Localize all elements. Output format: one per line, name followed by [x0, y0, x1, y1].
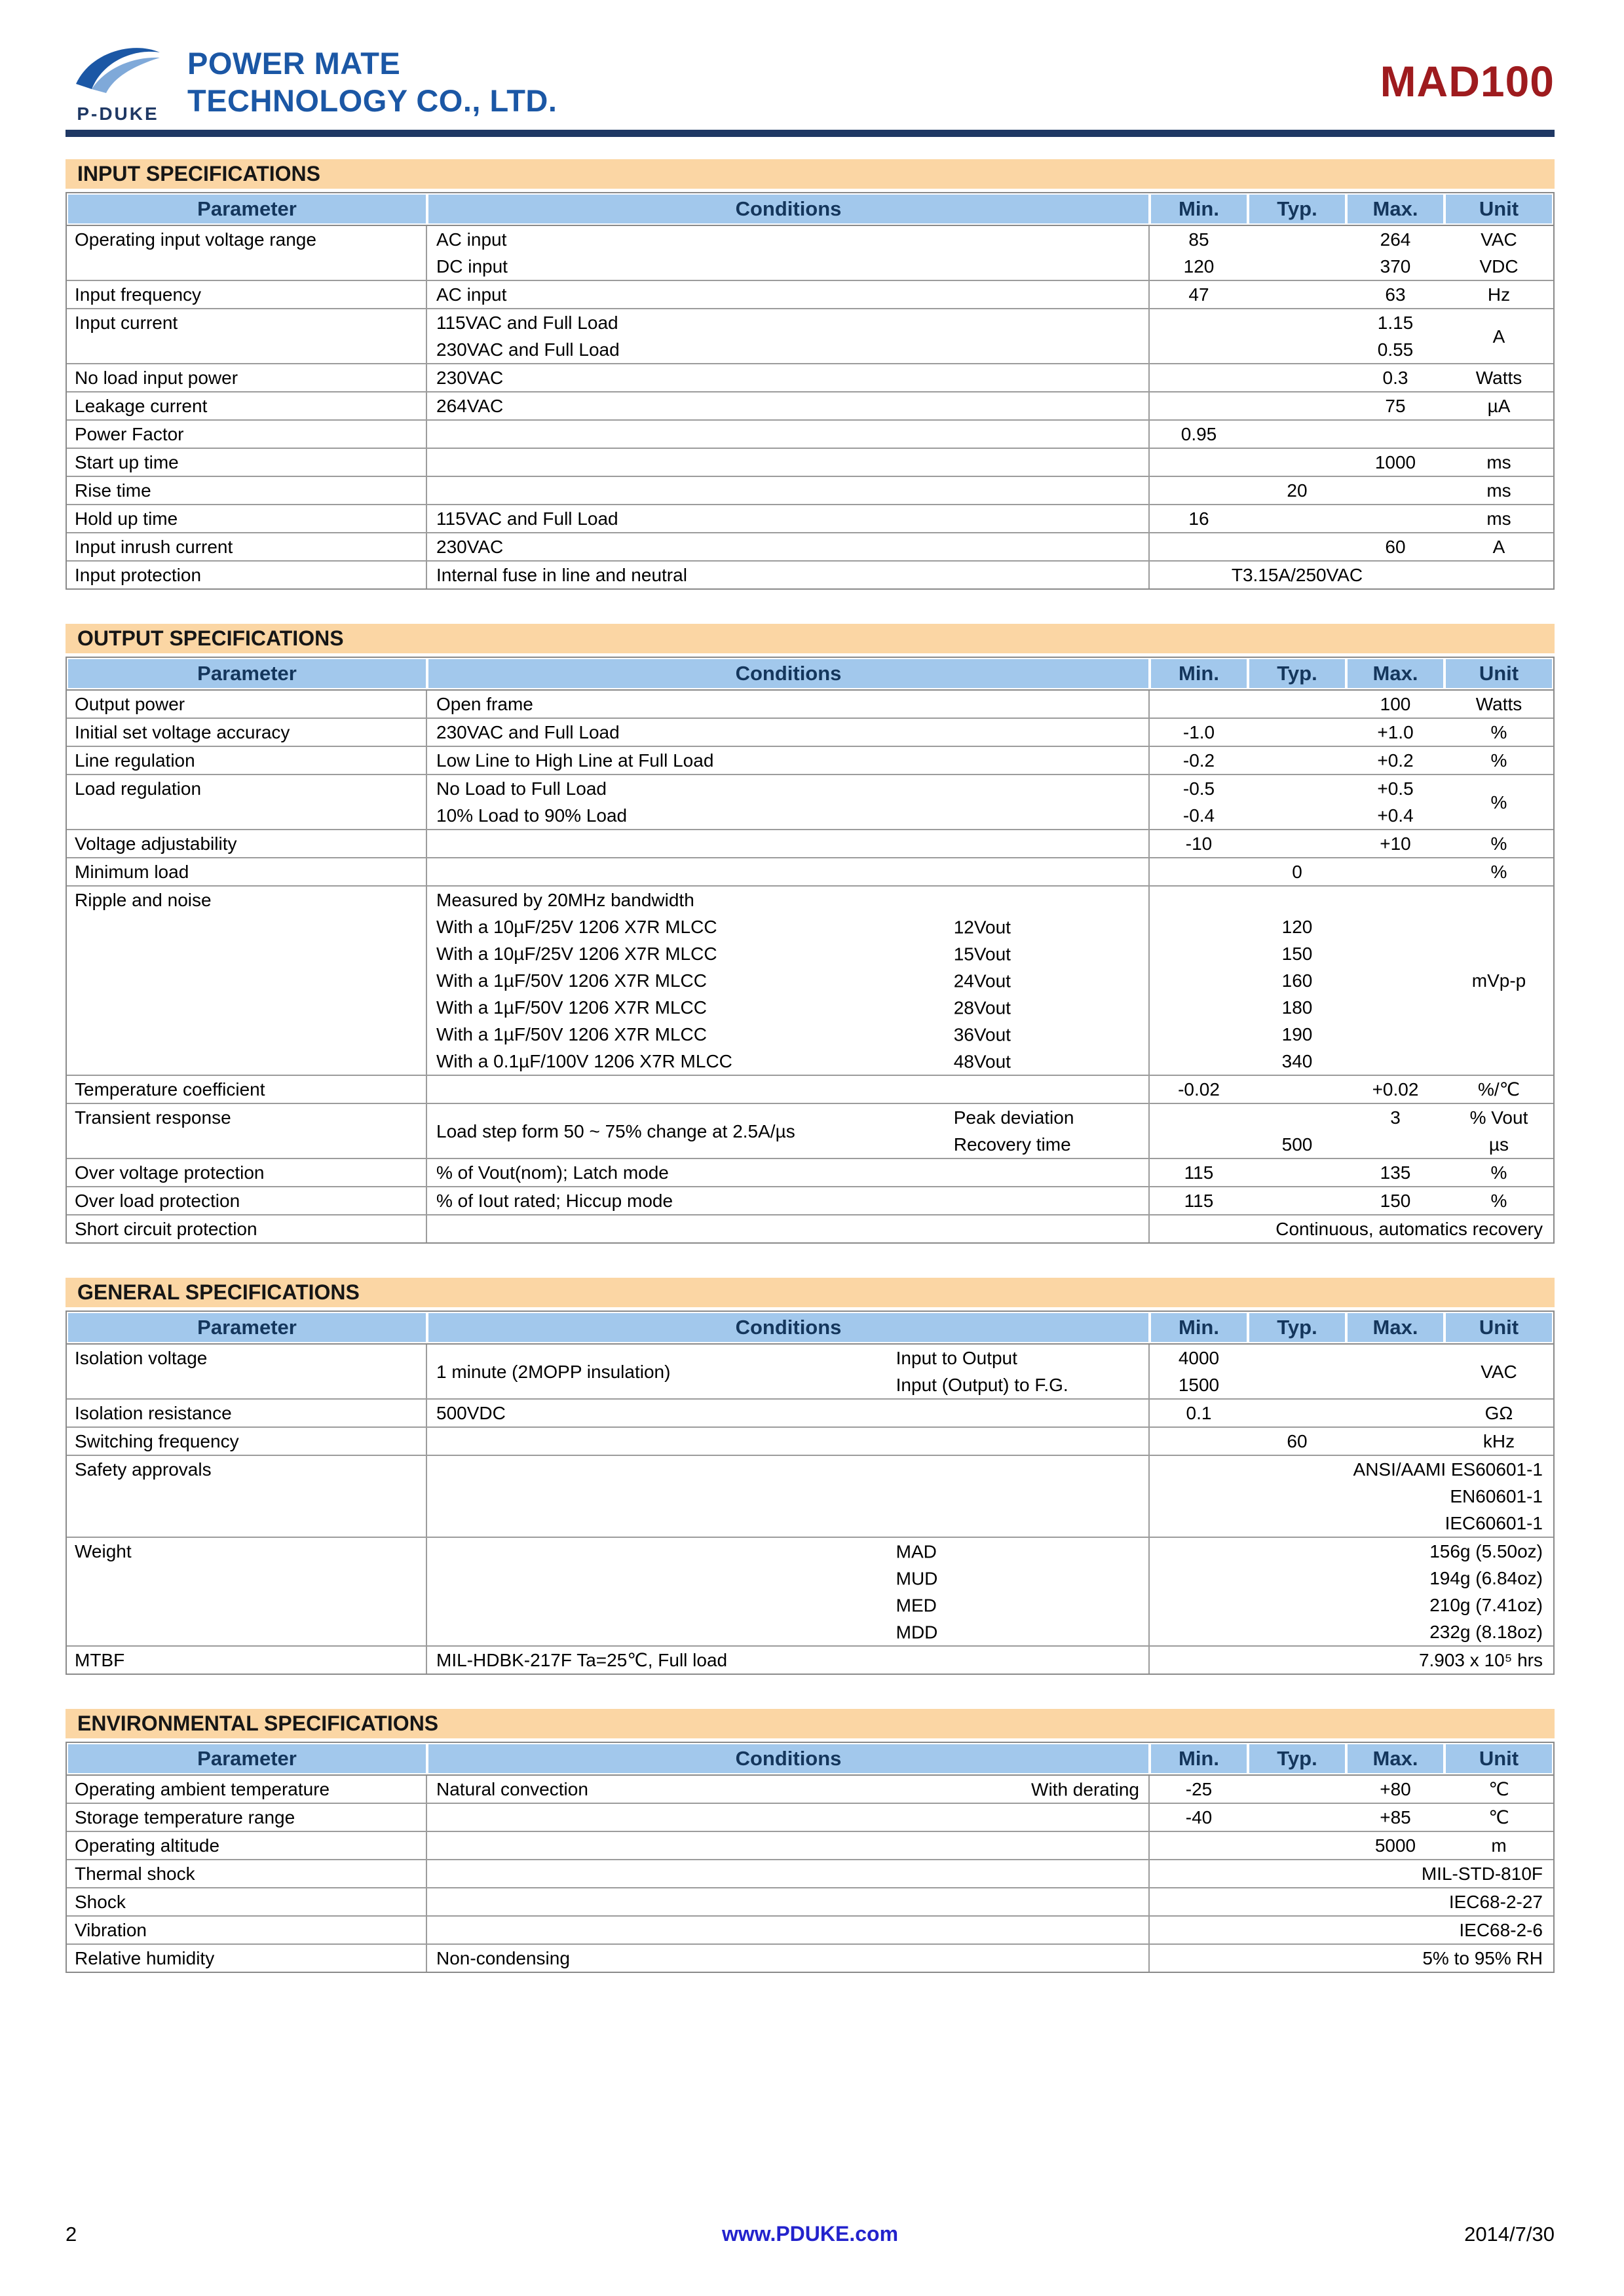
- column-header-min: Min.: [1151, 1313, 1247, 1342]
- max-value-cell: +0.2: [1377, 750, 1414, 771]
- min-value-cell: -40: [1185, 1807, 1213, 1827]
- conditions-cell: DC input: [427, 253, 1150, 280]
- logo-art: [66, 38, 170, 124]
- column-header-min: Min.: [1151, 659, 1247, 688]
- span-value-cell: EN60601-1: [1450, 1486, 1543, 1506]
- max-value-cell: 370: [1380, 256, 1411, 277]
- sub-condition: MDD: [896, 1622, 938, 1642]
- general-specifications-table: [66, 1311, 1555, 1675]
- conditions-cell: % of Vout(nom); Latch mode: [427, 1159, 1150, 1186]
- min-value-cell: -10: [1185, 833, 1213, 854]
- parameter-cell: Transient response: [67, 1104, 427, 1158]
- parameter-cell: Operating input voltage range: [67, 226, 427, 280]
- table-row: [67, 719, 1553, 747]
- condition-text: 1 minute (2MOPP insulation): [436, 1361, 671, 1382]
- table-row: [67, 1104, 1553, 1159]
- table-header-row: [67, 1312, 1553, 1345]
- column-header-conditions: Conditions: [428, 1313, 1148, 1342]
- conditions-cell: [427, 1888, 1150, 1915]
- conditions-cell: With a 1µF/50V 1206 X7R MLCC 24Vout: [427, 967, 1150, 994]
- column-header-typ: Typ.: [1249, 1744, 1345, 1773]
- column-header-typ: Typ.: [1249, 659, 1345, 688]
- table-row: [67, 1345, 1553, 1400]
- column-header-typ: Typ.: [1249, 1313, 1345, 1342]
- parameter-cell: Operating ambient temperature: [67, 1776, 427, 1803]
- column-header-conditions: Conditions: [428, 659, 1148, 688]
- conditions-cell: Natural convection With derating: [427, 1776, 1150, 1803]
- conditions-cell: 230VAC: [427, 533, 1150, 560]
- max-value-cell: +80: [1380, 1779, 1411, 1799]
- table-row: [67, 1804, 1553, 1832]
- conditions-cell: [427, 1804, 1150, 1831]
- unit-cell: % Vout: [1469, 1107, 1528, 1128]
- column-header-parameter: Parameter: [68, 1744, 426, 1773]
- table-header-row: [67, 658, 1553, 691]
- parameter-cell: Voltage adjustability: [67, 830, 427, 857]
- table-row: [67, 1456, 1553, 1538]
- sub-condition: With derating: [1031, 1779, 1139, 1799]
- unit-cell: %: [1490, 1162, 1507, 1183]
- max-value-cell: 150: [1380, 1191, 1411, 1211]
- conditions-cell: With a 1µF/50V 1206 X7R MLCC 28Vout: [427, 994, 1150, 1021]
- table-row: [67, 281, 1553, 309]
- sub-conditions: [954, 1104, 1148, 1158]
- table-row: [67, 226, 1553, 281]
- typ-value-cell: 120: [1281, 917, 1313, 937]
- section-title-input: INPUT SPECIFICATIONS: [66, 159, 1555, 189]
- column-header-max: Max.: [1348, 659, 1443, 688]
- parameter-cell: Load regulation: [67, 775, 427, 829]
- table-row: [67, 747, 1553, 775]
- company-name-line2: TECHNOLOGY CO., LTD.: [187, 83, 557, 118]
- typ-value-cell: 180: [1281, 997, 1313, 1018]
- conditions-cell: AC input: [427, 226, 1150, 253]
- sub-condition: 24Vout: [953, 970, 1011, 991]
- section-general-specifications: [66, 1278, 1555, 1675]
- parameter-cell: Input current: [67, 309, 427, 363]
- conditions-cell: [427, 1860, 1150, 1887]
- span-value-cell: 7.903 x 10⁵ hrs: [1418, 1650, 1543, 1670]
- min-value-cell: 115: [1184, 1191, 1214, 1211]
- section-output-specifications: [66, 624, 1555, 1244]
- column-header-unit: Unit: [1446, 195, 1552, 223]
- parameter-cell: Relative humidity: [67, 1945, 427, 1972]
- parameter-cell: Storage temperature range: [67, 1804, 427, 1831]
- conditions-cell: Non-condensing: [427, 1945, 1150, 1972]
- max-value-cell: 1000: [1374, 452, 1416, 472]
- unit-cell: A: [1492, 326, 1505, 347]
- unit-cell: VDC: [1479, 256, 1519, 277]
- span-value-cell: 232g (8.18oz): [1429, 1622, 1543, 1642]
- unit-cell: GΩ: [1484, 1403, 1513, 1423]
- output-specifications-table: [66, 657, 1555, 1244]
- max-value-cell: 135: [1380, 1162, 1411, 1183]
- table-row: [67, 887, 1553, 1076]
- max-value-cell: 0.3: [1382, 368, 1408, 388]
- sub-condition: 36Vout: [953, 1024, 1011, 1044]
- unit-cell: Watts: [1475, 368, 1522, 388]
- max-value-cell: 60: [1385, 537, 1406, 557]
- max-value-cell: 5000: [1374, 1835, 1416, 1856]
- column-header-min: Min.: [1151, 195, 1247, 223]
- max-value-cell: 264: [1380, 229, 1411, 250]
- conditions-cell: With a 1µF/50V 1206 X7R MLCC 36Vout: [427, 1021, 1150, 1048]
- sub-condition: 15Vout: [953, 944, 1011, 964]
- table-row: [67, 477, 1553, 505]
- conditions-cell: [427, 1104, 1150, 1158]
- parameter-cell: Thermal shock: [67, 1860, 427, 1887]
- span-value-cell: IEC60601-1: [1445, 1513, 1543, 1533]
- conditions-cell: [427, 858, 1150, 885]
- unit-cell: m: [1491, 1835, 1507, 1856]
- column-header-max: Max.: [1348, 1313, 1443, 1342]
- model-number: MAD100: [1380, 57, 1555, 105]
- section-input-specifications: [66, 159, 1555, 590]
- table-row: [67, 1538, 1553, 1647]
- span-value-cell: T3.15A/250VAC: [1231, 565, 1363, 585]
- parameter-cell: Hold up time: [67, 505, 427, 532]
- parameter-cell: Short circuit protection: [67, 1215, 427, 1242]
- parameter-cell: Rise time: [67, 477, 427, 504]
- unit-cell: Watts: [1475, 694, 1522, 714]
- parameter-cell: Input inrush current: [67, 533, 427, 560]
- table-row: [67, 1076, 1553, 1104]
- table-row: [67, 392, 1553, 421]
- page-number: 2: [66, 2223, 77, 2246]
- table-row: [67, 1187, 1553, 1215]
- column-header-max: Max.: [1348, 1744, 1443, 1773]
- table-body: [67, 1345, 1553, 1674]
- max-value-cell: 0.55: [1377, 339, 1414, 360]
- parameter-cell: Safety approvals: [67, 1456, 427, 1537]
- unit-cell: Hz: [1487, 284, 1511, 305]
- typ-value-cell: 150: [1281, 944, 1313, 964]
- max-value-cell: +85: [1380, 1807, 1411, 1827]
- company-name-line1: POWER MATE: [187, 46, 401, 81]
- environmental-specifications-table: [66, 1742, 1555, 1973]
- sub-condition: Recovery time: [953, 1134, 1071, 1155]
- sub-condition: MAD: [896, 1541, 937, 1561]
- conditions-cell: With a 10µF/25V 1206 X7R MLCC 12Vout: [427, 913, 1150, 940]
- table-body: [67, 691, 1553, 1242]
- unit-cell: %: [1490, 792, 1507, 813]
- min-value-cell: 1500: [1178, 1375, 1220, 1395]
- table-header-row: [67, 1743, 1553, 1776]
- header-rule: [66, 130, 1555, 137]
- column-header-typ: Typ.: [1249, 195, 1345, 223]
- conditions-cell: [427, 1538, 1150, 1565]
- page-footer: [66, 2222, 1555, 2246]
- min-value-cell: -0.5: [1182, 778, 1215, 799]
- parameter-cell: Temperature coefficient: [67, 1076, 427, 1103]
- span-value-cell: Continuous, automatics recovery: [1275, 1219, 1543, 1239]
- max-value-cell: 75: [1385, 396, 1406, 416]
- span-value-cell: ANSI/AAMI ES60601-1: [1353, 1459, 1543, 1480]
- table-row: [67, 421, 1553, 449]
- min-value-cell: 47: [1188, 284, 1209, 305]
- unit-cell: ℃: [1488, 1807, 1509, 1827]
- conditions-cell: With a 0.1µF/100V 1206 X7R MLCC 48Vout: [427, 1048, 1150, 1075]
- min-value-cell: -0.4: [1182, 805, 1215, 826]
- parameter-cell: Minimum load: [67, 858, 427, 885]
- conditions-cell: [427, 1832, 1150, 1859]
- section-environmental-specifications: [66, 1709, 1555, 1973]
- sub-condition: 48Vout: [953, 1051, 1011, 1071]
- unit-cell: ℃: [1488, 1779, 1509, 1799]
- conditions-cell: [427, 1483, 1150, 1510]
- min-value-cell: 85: [1188, 229, 1209, 250]
- typ-value-cell: 340: [1281, 1051, 1313, 1071]
- date: 2014/7/30: [1464, 2223, 1555, 2246]
- span-value-cell: IEC68-2-6: [1459, 1920, 1543, 1940]
- column-header-conditions: Conditions: [428, 195, 1148, 223]
- max-value-cell: 63: [1385, 284, 1406, 305]
- table-row: [67, 1215, 1553, 1242]
- parameter-cell: No load input power: [67, 364, 427, 391]
- sub-condition: Input to Output: [896, 1348, 1017, 1368]
- section-title-output: OUTPUT SPECIFICATIONS: [66, 624, 1555, 653]
- conditions-cell: 10% Load to 90% Load: [427, 802, 1150, 829]
- table-row: [67, 1159, 1553, 1187]
- parameter-cell: Ripple and noise: [67, 887, 427, 1075]
- span-value-cell: 5% to 95% RH: [1422, 1948, 1543, 1968]
- parameter-cell: Over load protection: [67, 1187, 427, 1214]
- min-value-cell: -0.2: [1182, 750, 1215, 771]
- column-header-parameter: Parameter: [68, 1313, 426, 1342]
- conditions-cell: Internal fuse in line and neutral: [427, 562, 1150, 588]
- conditions-cell: 230VAC and Full Load: [427, 719, 1150, 746]
- table-row: [67, 562, 1553, 588]
- conditions-cell: % of Iout rated; Hiccup mode: [427, 1187, 1150, 1214]
- sub-condition: 28Vout: [953, 997, 1011, 1018]
- table-row: [67, 1776, 1553, 1804]
- conditions-cell: [427, 1428, 1150, 1455]
- parameter-cell: Over voltage protection: [67, 1159, 427, 1186]
- table-row: [67, 858, 1553, 887]
- pduke-logo-icon: [72, 38, 164, 104]
- unit-cell: mVp-p: [1471, 970, 1526, 991]
- conditions-cell: 500VDC: [427, 1400, 1150, 1426]
- parameter-cell: Input frequency: [67, 281, 427, 308]
- conditions-cell: [427, 449, 1150, 476]
- table-row: [67, 1832, 1553, 1860]
- table-row: [67, 533, 1553, 562]
- parameter-cell: Weight: [67, 1538, 427, 1645]
- min-value-cell: -0.02: [1178, 1079, 1220, 1100]
- input-specifications-table: [66, 192, 1555, 590]
- conditions-cell: [427, 477, 1150, 504]
- logo-text: P-DUKE: [77, 104, 159, 124]
- column-header-unit: Unit: [1446, 659, 1552, 688]
- section-title-environmental: ENVIRONMENTAL SPECIFICATIONS: [66, 1709, 1555, 1738]
- unit-cell: kHz: [1482, 1431, 1515, 1451]
- unit-cell: %/℃: [1477, 1079, 1520, 1100]
- conditions-cell: 230VAC and Full Load: [427, 336, 1150, 363]
- max-value-cell: 1.15: [1377, 313, 1414, 333]
- conditions-cell: 230VAC: [427, 364, 1150, 391]
- table-row: [67, 1400, 1553, 1428]
- min-value-cell: 120: [1183, 256, 1215, 277]
- table-row: [67, 309, 1553, 364]
- conditions-cell: No Load to Full Load: [427, 775, 1150, 802]
- unit-cell: A: [1492, 537, 1505, 557]
- unit-cell: ms: [1486, 452, 1511, 472]
- conditions-cell: MIL-HDBK-217F Ta=25℃, Full load: [427, 1647, 1150, 1674]
- unit-cell: %: [1490, 862, 1507, 882]
- column-header-unit: Unit: [1446, 1313, 1552, 1342]
- table-body: [67, 1776, 1553, 1972]
- min-value-cell: -25: [1185, 1779, 1213, 1799]
- table-body: [67, 226, 1553, 588]
- parameter-cell: Isolation voltage: [67, 1345, 427, 1398]
- min-value-cell: -1.0: [1182, 722, 1215, 742]
- parameter-cell: Switching frequency: [67, 1428, 427, 1455]
- parameter-cell: Start up time: [67, 449, 427, 476]
- parameter-cell: Leakage current: [67, 392, 427, 419]
- typ-value-cell: 20: [1287, 480, 1308, 501]
- unit-cell: %: [1490, 833, 1507, 854]
- max-value-cell: 100: [1380, 694, 1411, 714]
- content: [0, 137, 1624, 1973]
- table-row: [67, 1888, 1553, 1917]
- min-value-cell: 115: [1184, 1162, 1214, 1183]
- conditions-cell: With a 10µF/25V 1206 X7R MLCC 15Vout: [427, 940, 1150, 967]
- max-value-cell: +0.4: [1377, 805, 1414, 826]
- span-value-cell: 194g (6.84oz): [1429, 1568, 1543, 1588]
- parameter-cell: Isolation resistance: [67, 1400, 427, 1426]
- conditions-cell: [427, 1917, 1150, 1943]
- table-row: [67, 1945, 1553, 1972]
- conditions-cell: [427, 1076, 1150, 1103]
- parameter-cell: MTBF: [67, 1647, 427, 1674]
- conditions-cell: [427, 1618, 1150, 1645]
- parameter-cell: Line regulation: [67, 747, 427, 774]
- conditions-cell: AC input: [427, 281, 1150, 308]
- table-row: [67, 1860, 1553, 1888]
- parameter-cell: Operating altitude: [67, 1832, 427, 1859]
- sub-condition: Input (Output) to F.G.: [896, 1375, 1068, 1395]
- conditions-cell: [427, 1565, 1150, 1592]
- table-row: [67, 1917, 1553, 1945]
- condition-text: Load step form 50 ~ 75% change at 2.5A/µs: [436, 1120, 795, 1141]
- column-header-unit: Unit: [1446, 1744, 1552, 1773]
- conditions-cell: [427, 830, 1150, 857]
- unit-cell: %: [1490, 750, 1507, 771]
- conditions-cell: [427, 1345, 1150, 1398]
- logo: [66, 38, 557, 124]
- max-value-cell: +10: [1380, 833, 1411, 854]
- table-row: [67, 1647, 1553, 1674]
- table-row: [67, 449, 1553, 477]
- conditions-cell: Measured by 20MHz bandwidth: [427, 887, 1150, 913]
- unit-cell: %: [1490, 1191, 1507, 1211]
- conditions-cell: [427, 1510, 1150, 1537]
- unit-cell: µA: [1487, 396, 1511, 416]
- typ-value-cell: 500: [1281, 1134, 1313, 1155]
- parameter-cell: Power Factor: [67, 421, 427, 448]
- table-row: [67, 505, 1553, 533]
- column-header-parameter: Parameter: [68, 659, 426, 688]
- unit-cell: ms: [1486, 480, 1511, 501]
- conditions-cell: 115VAC and Full Load: [427, 309, 1150, 336]
- min-value-cell: 4000: [1178, 1348, 1220, 1368]
- conditions-cell: [427, 1215, 1150, 1242]
- conditions-cell: 115VAC and Full Load: [427, 505, 1150, 532]
- typ-value-cell: 0: [1292, 862, 1302, 882]
- unit-cell: VAC: [1481, 1361, 1517, 1382]
- unit-cell: %: [1490, 722, 1507, 742]
- table-row: [67, 1428, 1553, 1456]
- sub-conditions: [896, 1345, 1148, 1398]
- sub-condition: MUD: [896, 1568, 938, 1588]
- table-row: [67, 775, 1553, 830]
- max-value-cell: +0.5: [1377, 778, 1414, 799]
- min-value-cell: 0.95: [1180, 424, 1217, 444]
- typ-value-cell: 160: [1281, 970, 1313, 991]
- column-header-conditions: Conditions: [428, 1744, 1148, 1773]
- table-row: [67, 691, 1553, 719]
- sub-condition: MED: [896, 1595, 937, 1615]
- span-value-cell: IEC68-2-27: [1448, 1892, 1543, 1912]
- min-value-cell: 0.1: [1186, 1403, 1212, 1423]
- span-value-cell: 210g (7.41oz): [1429, 1595, 1543, 1615]
- max-value-cell: +1.0: [1377, 722, 1414, 742]
- website-link[interactable]: www.PDUKE.com: [721, 2222, 899, 2246]
- conditions-cell: [427, 421, 1150, 448]
- parameter-cell: Output power: [67, 691, 427, 718]
- conditions-cell: 264VAC: [427, 392, 1150, 419]
- column-header-parameter: Parameter: [68, 195, 426, 223]
- conditions-cell: Low Line to High Line at Full Load: [427, 747, 1150, 774]
- typ-value-cell: 190: [1281, 1024, 1313, 1044]
- max-value-cell: +0.02: [1372, 1079, 1419, 1100]
- page-header: [0, 0, 1624, 124]
- table-row: [67, 830, 1553, 858]
- parameter-cell: Initial set voltage accuracy: [67, 719, 427, 746]
- parameter-cell: Shock: [67, 1888, 427, 1915]
- parameter-cell: Input protection: [67, 562, 427, 588]
- typ-value-cell: 60: [1287, 1431, 1308, 1451]
- column-header-min: Min.: [1151, 1744, 1247, 1773]
- unit-cell: ms: [1486, 508, 1511, 529]
- unit-cell: µs: [1488, 1134, 1509, 1155]
- conditions-cell: Open frame: [427, 691, 1150, 718]
- sub-condition: 12Vout: [953, 917, 1011, 937]
- min-value-cell: 16: [1188, 508, 1209, 529]
- max-value-cell: 3: [1390, 1107, 1401, 1128]
- table-header-row: [67, 193, 1553, 226]
- section-title-general: GENERAL SPECIFICATIONS: [66, 1278, 1555, 1307]
- unit-cell: VAC: [1481, 229, 1517, 250]
- column-header-max: Max.: [1348, 195, 1443, 223]
- span-value-cell: 156g (5.50oz): [1429, 1541, 1543, 1561]
- table-row: [67, 364, 1553, 392]
- conditions-cell: [427, 1592, 1150, 1618]
- conditions-cell: [427, 1456, 1150, 1483]
- sub-condition: Peak deviation: [953, 1107, 1074, 1128]
- company-name: [187, 38, 557, 119]
- parameter-cell: Vibration: [67, 1917, 427, 1943]
- span-value-cell: MIL-STD-810F: [1421, 1864, 1543, 1884]
